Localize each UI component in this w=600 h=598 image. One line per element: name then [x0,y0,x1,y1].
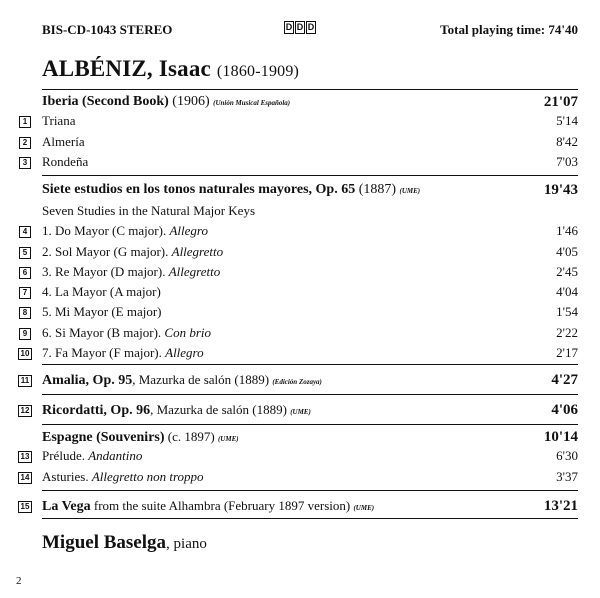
track-title: 6. Si Mayor (B major). [42,325,165,340]
track-number-box: 1 [19,116,31,128]
composer-name: ALBÉNIZ, Isaac [42,56,211,81]
divider [42,394,578,395]
catalog-number: BIS-CD-1043 STEREO [42,22,173,37]
divider [42,364,578,365]
work-publisher: (UME) [399,187,421,195]
track-number-box: 13 [18,451,32,463]
track-row [42,111,578,131]
track-tempo: Allegretto non troppo [91,469,204,484]
track-tempo: Allegretto [168,264,221,279]
work-iberia [42,92,578,112]
performer-instrument: , piano [166,536,207,552]
track-duration: 2'22 [556,325,578,340]
track-number-box: 12 [18,405,32,417]
track-number-box: 4 [19,226,31,238]
track-number-box: 3 [19,157,31,169]
track-row [42,343,578,363]
track-row [42,446,578,466]
work-description: , Mazurka de salón (1889) [132,372,273,387]
track-title: 2. Sol Mayor (G major). [42,244,172,259]
track-duration: 4'04 [556,284,578,299]
track-title: Rondeña [42,154,89,169]
work-publisher: (UME) [290,408,311,416]
track-title: 4. La Mayor (A major) [42,284,161,299]
page-number: 2 [16,575,22,587]
track-duration: 2'17 [556,345,578,360]
track-title: 1. Do Mayor (C major). [42,223,170,238]
track-title: Triana [42,113,76,128]
work-title: La Vega [42,499,91,514]
composer-dates: (1860-1909) [216,63,300,80]
track-duration: 4'05 [556,244,578,259]
work-title: Ricordatti, Op. 96 [42,403,151,418]
track-tempo: Andantino [88,448,143,463]
track-number-box: 6 [19,267,31,279]
track-title: 7. Fa Mayor (F major). [42,345,166,360]
performer-name: Miguel Baselga [42,532,167,553]
track-tempo: Allegro [169,223,208,238]
track-duration: 3'37 [556,469,578,484]
track-duration: 1'54 [556,304,578,319]
track-number-box: 2 [19,137,31,149]
track-tempo: Allegretto [171,244,224,259]
track-number-box: 10 [18,348,32,360]
track-row [42,262,578,282]
work-amalia [42,370,578,390]
divider [42,490,578,491]
work-year: (1906) [168,94,214,109]
work-publisher: (Unión Musical Española) [213,99,291,107]
track-tempo: Allegro [165,345,204,360]
divider [42,89,578,90]
divider [42,175,578,176]
track-row [42,282,578,302]
track-title: 3. Re Mayor (D major). [42,264,169,279]
work-title: Siete estudios en los tonos naturales mayores, Op. 65 [42,182,356,197]
track-title: Asturies. [42,469,92,484]
ddd-badge [284,21,316,34]
divider [42,424,578,425]
track-number-box: 9 [19,328,31,340]
performer [42,532,207,554]
divider [42,518,578,519]
work-duration: 19'43 [543,182,578,198]
total-playing-time [440,22,578,38]
work-subtitle-row [42,201,578,221]
total-time: 74'40 [548,22,578,37]
track-duration: 1'46 [556,223,578,238]
track-row [42,152,578,172]
track-row [42,323,578,343]
work-espagne [42,427,578,447]
ddd-letter: D [307,22,315,32]
track-number-box: 8 [19,307,31,319]
work-publisher: (UME) [353,504,375,512]
work-publisher: (Edición Zozaya) [272,378,322,386]
track-number-box: 11 [18,375,32,387]
work-title: Espagne (Souvenirs) [42,430,165,445]
work-year: (1887) [355,182,400,197]
work-ricordatti [42,400,578,420]
track-number-box: 14 [18,472,32,484]
track-row [42,221,578,241]
work-subtitle: Seven Studies in the Natural Major Keys [42,203,256,218]
work-duration: 21'07 [543,94,578,110]
ddd-letter: D [285,22,293,32]
track-title: Prélude. [42,448,89,463]
work-title: Amalia, Op. 95 [42,373,133,388]
ddd-letter: D [296,22,304,32]
track-title: Almería [42,134,85,149]
track-number-box: 7 [19,287,31,299]
work-duration: 4'27 [551,372,578,388]
track-duration: 8'42 [556,134,578,149]
work-description: , Mazurka de salón (1889) [150,402,291,417]
work-description: from the suite Alhambra (February 1897 version) [90,498,354,513]
track-duration: 5'14 [556,113,578,128]
track-duration: 6'30 [556,448,578,463]
track-row [42,467,578,487]
work-publisher: (UME) [217,435,239,443]
track-row [42,132,578,152]
work-la-vega [42,496,578,516]
track-duration: 2'45 [556,264,578,279]
total-label: Total playing time: [440,22,546,37]
composer-heading [42,56,299,82]
work-year: (c. 1897) [164,429,218,444]
track-number-box: 15 [18,501,32,513]
track-number-box: 5 [19,247,31,259]
work-duration: 4'06 [551,402,578,418]
track-title: 5. Mi Mayor (E major) [42,304,162,319]
track-tempo: Con brio [164,325,211,340]
track-duration: 7'03 [556,154,578,169]
track-row [42,242,578,262]
work-duration: 13'21 [543,498,578,514]
work-siete-estudios [42,180,578,200]
work-duration: 10'14 [543,429,578,445]
work-title: Iberia (Second Book) [42,94,169,109]
track-row [42,302,578,322]
